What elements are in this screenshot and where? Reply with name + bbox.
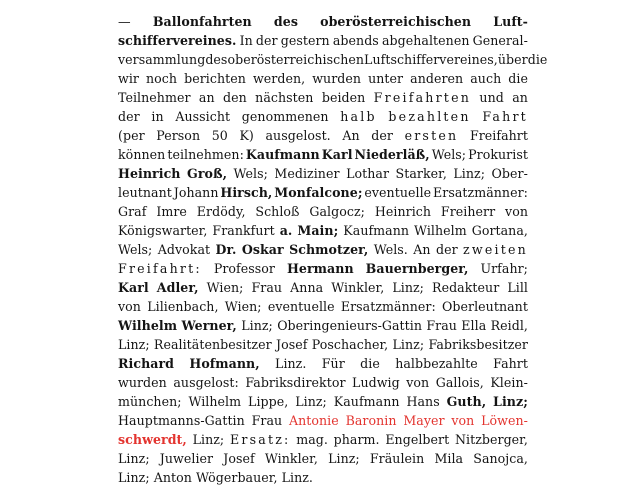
article-word: der	[435, 242, 458, 257]
article-word: Realitätenbesitzer	[153, 337, 272, 352]
article-word: Luft-	[493, 14, 528, 29]
article-word: wurden	[118, 375, 167, 390]
article-word: Fahrt	[493, 356, 528, 371]
article-word: berichten	[184, 71, 246, 86]
article-word: Gortana,	[471, 223, 528, 238]
article-word: werden,	[252, 71, 306, 86]
article-word: Graf	[118, 204, 147, 219]
article-word: Poschacher,	[311, 337, 389, 352]
article-word: wir	[118, 71, 139, 86]
article-word: Josef	[223, 451, 255, 466]
article-word: Wels.	[373, 242, 408, 257]
article-word: versammlung	[118, 52, 206, 67]
article-word: der	[118, 109, 140, 124]
highlighted-word: von	[451, 413, 475, 428]
article-word: Klein-	[490, 375, 528, 390]
article-word: in	[151, 109, 164, 124]
article-word: Linz;	[118, 451, 150, 466]
article-word: Karl	[118, 280, 149, 295]
article-line	[118, 126, 528, 145]
article-word: Linz.	[275, 356, 307, 371]
article-word: Redakteur	[432, 280, 500, 295]
article-word: Schmotzer,	[289, 242, 369, 257]
article-word: Aussicht	[175, 109, 231, 124]
article-line	[118, 411, 528, 430]
article-word: Gallois,	[435, 375, 484, 390]
article-line	[118, 88, 528, 107]
article-word: Person	[156, 128, 201, 143]
article-word: unter	[368, 71, 404, 86]
article-word: Prokurist	[468, 147, 528, 162]
article-word: Freifahrt:	[118, 261, 202, 276]
article-line	[118, 69, 528, 88]
article-word: die	[508, 71, 528, 86]
article-word: münchen;	[118, 394, 182, 409]
article-word: Kaufmann	[343, 223, 410, 238]
highlighted-word: Mayer	[403, 413, 445, 428]
article-word: Hermann	[286, 261, 354, 276]
article-word: Winkler,	[331, 280, 385, 295]
article-word: über	[497, 52, 528, 67]
article-word: Nitzberger,	[454, 432, 528, 447]
article-word: Engelbert	[385, 432, 450, 447]
article-word: Johann	[173, 185, 219, 200]
article-word: leutnant	[118, 185, 172, 200]
article-word: Freiherr	[440, 204, 496, 219]
article-word: Oberleutnant	[442, 299, 528, 314]
article-line	[118, 12, 528, 31]
article-word: Fräulein	[369, 451, 425, 466]
article-word: Ersatzmänner:	[433, 185, 528, 200]
article-word: Linz.	[281, 470, 313, 485]
article-line	[118, 449, 528, 468]
article-word: Luftschiffervereines,	[364, 52, 498, 67]
article-word: der	[255, 33, 278, 48]
article-line	[118, 145, 528, 164]
article-word: ersten	[404, 128, 459, 143]
article-word: des	[205, 52, 228, 67]
article-line	[118, 354, 528, 373]
article-word: Frau	[251, 413, 283, 428]
article-word: auch	[470, 71, 502, 86]
article-word: Winkler,	[264, 451, 318, 466]
article-word: pharm.	[333, 432, 380, 447]
article-word: General-	[472, 33, 528, 48]
article-word: Wels;	[431, 147, 467, 162]
article-word: 50	[211, 128, 228, 143]
article-line	[118, 335, 528, 354]
article-word: Linz;	[295, 394, 327, 409]
article-word: a.	[279, 223, 293, 238]
article-word: Für	[321, 356, 345, 371]
article-word: halb	[340, 109, 377, 124]
article-word: Fahrt	[482, 109, 528, 124]
article-word: an	[198, 90, 215, 105]
article-word: gestern	[280, 33, 330, 48]
article-word: wurden	[312, 71, 362, 86]
article-word: Lippe,	[248, 394, 289, 409]
article-word: Sanojca,	[473, 451, 528, 466]
article-word: Groß,	[187, 166, 228, 181]
article-word: an	[512, 90, 528, 105]
article-word: Wels;	[118, 242, 153, 257]
article-word: Wilhelm	[118, 318, 178, 333]
article-word: teilnehmen:	[167, 147, 244, 162]
article-word: Oskar	[241, 242, 284, 257]
article-line	[118, 183, 528, 202]
article-word: Imre	[156, 204, 187, 219]
article-word: Anton	[153, 470, 192, 485]
article-line	[118, 31, 528, 50]
article-line	[118, 278, 528, 297]
article-word: Freifahrten	[373, 90, 472, 105]
article-word: Guth,	[446, 394, 487, 409]
article-word: Hofmann,	[189, 356, 260, 371]
article-word: —	[118, 14, 131, 29]
highlighted-word: Löwen-	[481, 413, 528, 428]
article-column	[118, 12, 548, 487]
article-word: zweiten	[463, 242, 528, 257]
article-word: Frau	[251, 280, 283, 295]
article-word: Königswarter,	[118, 223, 208, 238]
article-word: die	[527, 52, 548, 67]
article-line	[118, 50, 548, 69]
article-word: Frankfurt	[212, 223, 275, 238]
article-word: Kaufmann	[333, 394, 400, 409]
article-word: Linz;	[192, 432, 225, 447]
article-word: Josef	[275, 337, 308, 352]
article-word: ausgelost.	[265, 128, 331, 143]
article-word: Heinrich	[118, 166, 181, 181]
article-word: eventuelle	[364, 185, 432, 200]
article-line	[118, 468, 528, 487]
article-word: Linz;	[493, 394, 528, 409]
article-line	[118, 430, 528, 449]
article-word: der	[371, 128, 393, 143]
article-word: Wien;	[206, 280, 244, 295]
article-word: Ersatz:	[229, 432, 291, 447]
article-word: Fabriksdirektor	[245, 375, 346, 390]
article-line	[118, 107, 528, 126]
article-word: Adler,	[156, 280, 199, 295]
article-line	[118, 392, 528, 411]
article-word: Mediziner	[274, 166, 340, 181]
article-word: oberösterreichischen	[227, 52, 365, 67]
article-word: Ober-	[491, 166, 528, 181]
article-word: Ella	[461, 318, 487, 333]
article-word: Advokat	[157, 242, 211, 257]
article-word: Oberingenieurs-Gattin	[277, 318, 423, 333]
article-word: Wien;	[224, 299, 262, 314]
article-word: Ersatzmänner:	[340, 299, 436, 314]
article-word: Wilhelm	[188, 394, 242, 409]
highlighted-word: schwerdt,	[118, 432, 187, 447]
article-word: abgehaltenen	[381, 33, 470, 48]
article-word: Teilnehmer	[118, 90, 191, 105]
article-word: Ludwig	[352, 375, 400, 390]
article-word: In	[239, 33, 253, 48]
highlighted-word: Baronin	[345, 413, 397, 428]
article-word: von	[406, 375, 430, 390]
article-word: Fabriksbesitzer	[428, 337, 528, 352]
article-word: ausgelost:	[173, 375, 239, 390]
article-word: (per	[118, 128, 145, 143]
article-word: Anna	[290, 280, 324, 295]
article-word: Linz;	[118, 337, 150, 352]
article-word: Kaufmann	[245, 147, 320, 162]
article-word: nächsten	[255, 90, 314, 105]
article-line	[118, 240, 528, 259]
article-word: halbbezahlte	[395, 356, 478, 371]
highlighted-word: Antonie	[288, 413, 339, 428]
article-word: Wilhelm	[414, 223, 467, 238]
article-word: Heinrich	[374, 204, 432, 219]
article-word: Linz;	[392, 337, 425, 352]
article-word: von	[118, 299, 141, 314]
article-word: Urfahr;	[480, 261, 528, 276]
article-word: Dr.	[215, 242, 237, 257]
article-line	[118, 297, 528, 316]
article-word: oberösterreichischen	[320, 14, 472, 29]
article-word: Wels;	[233, 166, 268, 181]
article-word: Hans	[406, 394, 440, 409]
article-word: Niederläß,	[354, 147, 430, 162]
article-word: Main;	[297, 223, 339, 238]
article-word: Ballonfahrten	[152, 14, 252, 29]
article-word: Werner,	[181, 318, 237, 333]
article-word: die	[360, 356, 380, 371]
article-word: Mila	[434, 451, 464, 466]
article-line	[118, 202, 528, 221]
article-word: Linz;	[241, 318, 273, 333]
article-word: anderen	[410, 71, 464, 86]
article-word: schiffervereines.	[118, 33, 237, 48]
article-word: Linz;	[118, 470, 150, 485]
article-word: An	[342, 128, 360, 143]
article-word: Bauernberger,	[365, 261, 469, 276]
article-word: Juwelier	[159, 451, 214, 466]
article-word: und	[479, 90, 504, 105]
article-word: können	[118, 147, 166, 162]
article-word: An	[413, 242, 431, 257]
article-word: Linz;	[328, 451, 360, 466]
article-word: Freifahrt	[469, 128, 528, 143]
article-word: Lilienbach,	[147, 299, 219, 314]
article-word: Hauptmanns-Gattin	[118, 413, 245, 428]
article-word: Karl	[321, 147, 353, 162]
article-word: Hirsch,	[220, 185, 273, 200]
article-word: beiden	[321, 90, 366, 105]
article-word: Galgocz;	[309, 204, 365, 219]
article-word: Linz;	[453, 166, 486, 181]
article-line	[118, 316, 528, 335]
article-line	[118, 164, 528, 183]
article-word: noch	[146, 71, 178, 86]
article-word: von	[505, 204, 528, 219]
article-word: abends	[332, 33, 379, 48]
article-word: eventuelle	[267, 299, 335, 314]
article-word: Starker,	[395, 166, 447, 181]
article-word: des	[273, 14, 298, 29]
article-word: Linz;	[392, 280, 424, 295]
article-word: Lill	[507, 280, 528, 295]
article-word: Monfalcone;	[274, 185, 363, 200]
article-line	[118, 373, 528, 392]
article-word: Richard	[118, 356, 175, 371]
article-word: Schloß	[255, 204, 300, 219]
article-word: bezahlten	[388, 109, 471, 124]
article-word: mag.	[296, 432, 328, 447]
article-word: Wögerbauer,	[195, 470, 278, 485]
article-line	[118, 259, 528, 278]
article-word: Reidl,	[490, 318, 528, 333]
article-word: Frau	[426, 318, 457, 333]
article-line	[118, 221, 528, 240]
article-word: Lothar	[346, 166, 390, 181]
article-word: Erdödy,	[196, 204, 246, 219]
article-word: K)	[239, 128, 254, 143]
article-word: genommenen	[241, 109, 329, 124]
article-word: den	[223, 90, 247, 105]
article-word: Professor	[213, 261, 275, 276]
